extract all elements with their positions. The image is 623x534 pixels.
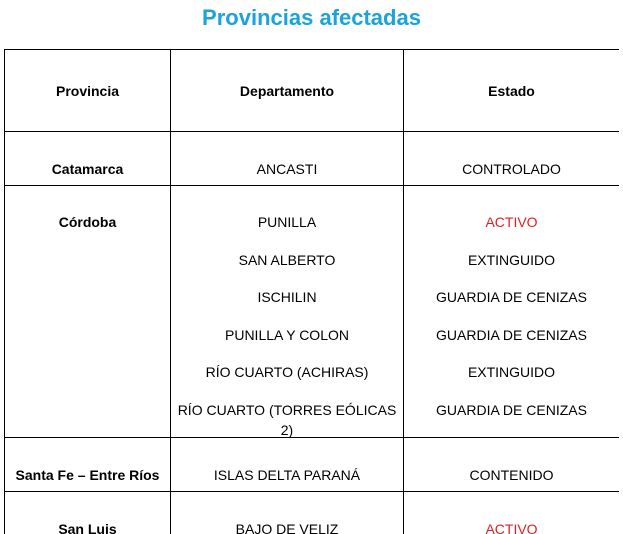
- status-value: GUARDIA DE CENIZAS: [436, 289, 587, 305]
- status-value: ACTIVO: [485, 214, 538, 230]
- province-name: Córdoba: [58, 214, 117, 230]
- status-value: CONTENIDO: [469, 467, 554, 483]
- affected-provinces-table: [4, 49, 619, 534]
- table-header-row: [5, 50, 620, 132]
- department-cell: [171, 492, 404, 534]
- province-name: Santa Fe – Entre Ríos: [15, 467, 160, 483]
- table-row: [5, 186, 620, 438]
- department-name: ANCASTI: [256, 161, 318, 177]
- header-department: Departamento: [171, 50, 404, 132]
- province-name: Catamarca: [51, 161, 124, 177]
- department-cell: [171, 438, 404, 492]
- affected-provinces-table-container: [4, 49, 619, 534]
- table-row: [5, 492, 620, 534]
- department-name: RÍO CUARTO (TORRES EÓLICAS 2): [177, 401, 397, 438]
- status-value: ACTIVO: [485, 521, 538, 534]
- province-cell: [5, 492, 171, 534]
- header-province: Provincia: [5, 50, 171, 132]
- status-value: EXTINGUIDO: [467, 364, 556, 380]
- department-name: PUNILLA: [257, 214, 317, 230]
- department-cell: [171, 132, 404, 186]
- status-value: EXTINGUIDO: [467, 251, 556, 268]
- department-cell: [171, 186, 404, 438]
- status-cell: [404, 492, 620, 534]
- province-cell: [5, 438, 171, 492]
- header-status: Estado: [404, 50, 620, 132]
- department-name: RÍO CUARTO (ACHIRAS): [205, 364, 369, 380]
- status-cell: [404, 132, 620, 186]
- department-name: SAN ALBERTO: [238, 251, 336, 268]
- department-name: ISLAS DELTA PARANÁ: [213, 467, 361, 483]
- table-row: [5, 132, 620, 186]
- status-cell: [404, 438, 620, 492]
- department-name: PUNILLA Y COLON: [225, 326, 349, 343]
- status-value: GUARDIA DE CENIZAS: [436, 326, 587, 343]
- department-name: ISCHILIN: [257, 289, 317, 305]
- page-title: Provincias afectadas: [202, 5, 421, 30]
- table-row: [5, 438, 620, 492]
- province-cell: [5, 132, 171, 186]
- province-name: San Luis: [58, 521, 117, 534]
- status-value: CONTROLADO: [462, 161, 561, 177]
- status-value: GUARDIA DE CENIZAS: [436, 401, 587, 418]
- department-name: BAJO DE VELIZ: [235, 521, 339, 534]
- province-cell: [5, 186, 171, 438]
- status-cell: [404, 186, 620, 438]
